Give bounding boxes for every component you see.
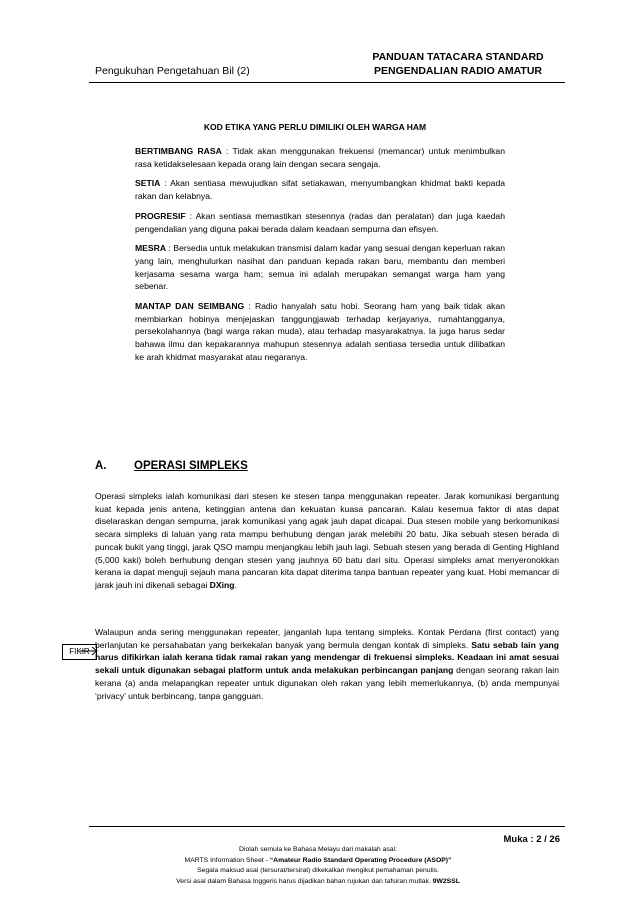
footer-line2 (118, 856, 518, 867)
section-letter: A. (95, 460, 107, 472)
fikir-callout-box: FIKIR (62, 644, 97, 660)
code-term: MANTAP DAN SEIMBANG (135, 301, 245, 312)
footer-line3: Segala maksud asal (tersurat/tersirat) dikekalkan mengikut pemahaman penulis. (197, 867, 439, 874)
footer-line4 (118, 877, 518, 888)
code-of-ethics-list (135, 145, 505, 371)
para1-end: . (234, 579, 237, 590)
code-term: MESRA (135, 243, 167, 254)
section-title: OPERASI SIMPLEKS (134, 460, 248, 472)
footer-line2-prefix: MARTS Information Sheet - (184, 856, 270, 864)
code-text: : Akan sentiasa memastikan stesennya (radas dan peralatan) dan juga kaedah pengendalian yang diguna pakai berada dalam keadaan sempurna dan efisyen. (135, 210, 505, 234)
header-rule (89, 82, 565, 83)
code-text: : Tidak akan menggunakan frekuensi (memancar) untuk menimbulkan rasa ketidakselesaan kepada orang lain dengan secara sengaja. (135, 146, 505, 169)
code-item (135, 177, 505, 202)
paragraph-simplex-advice (95, 626, 559, 702)
footer-line1: Diolah semula ke Bahasa Melayu dari makalah asal: (239, 846, 397, 853)
paragraph-simplex-intro (95, 490, 559, 592)
page-number: Muka : 2 / 26 (503, 834, 560, 845)
para2-bold-highlight: Satu sebab lain yang harus difikirkan ialah kerana tidak ramai rakan yang mendengar di frekuensi simpleks. Keadaan ini amat sesuai sekali untuk digunakan sebagai platform untuk anda melakukan perbincangan panjang (95, 639, 560, 676)
footer-rule (89, 826, 565, 827)
section-heading (95, 460, 248, 472)
para2-text-b: dengan seorang rakan lain kerana (a) anda melapangkan repeater untuk digunakan oleh rakan yang lebih memerlukannya, (b) anda mempunyai ‘privacy’ untuk berbincang, tanpa gangguan. (95, 665, 559, 701)
para1-bold-term: DXing (209, 579, 235, 590)
code-item (135, 242, 505, 293)
footer-notes (118, 845, 518, 887)
code-item (135, 300, 505, 364)
code-text: : Radio hanyalah satu hobi. Seorang ham yang baik tidak akan membiarkan hobinya menjejaskan tanggungjawab terhadap kerjayanya, rumahtangganya, persekolahannya (bagi warga rakan muda), atau terhadap masyarakatnya. Ia juga harus sedar bahawa ilmu dan kepakarannya mahupun stesennya adalah sentiasa tersedia untuk dilibatkan ke arah khidmat masyarakat atau negaranya. (135, 301, 506, 362)
code-term: BERTIMBANG RASA (135, 146, 222, 156)
code-item (135, 210, 505, 235)
header-right-line2: PENGENDALIAN RADIO AMATUR (374, 65, 542, 77)
footer-line4-text: Versi asal dalam Bahasa Inggeris harus dijadikan bahan rujukan dan tafsiran mutlak. (176, 877, 433, 885)
footer-line2-title: “Amateur Radio Standard Operating Procedure (ASOP)” (269, 856, 452, 864)
code-term: PROGRESIF (135, 210, 186, 221)
header-right-title (358, 50, 558, 78)
code-of-ethics-title: KOD ETIKA YANG PERLU DIMILIKI OLEH WARGA HAM (203, 122, 427, 132)
para2-text-a: Walaupun anda sering menggunakan repeater, janganlah lupa tentang simpleks. Kontak Perdana (first contact) yang berlanjutan ke persahabatan yang berkekalan banyak yang bermula dengan kontak di simpleks. (95, 627, 559, 650)
footer-callsign: 9W2SSL (432, 877, 460, 885)
code-text: : Akan sentiasa mewujudkan sifat setiakawan, menyumbangkan khidmat bakti kepada rakan dan kelabnya. (135, 178, 505, 202)
code-item (135, 145, 505, 170)
code-term: SETIA (135, 178, 161, 189)
code-text: : Bersedia untuk melakukan transmisi dalam kadar yang sesuai dengan keperluan rakan yang lain, menghulurkan nasihat dan panduan kepada rakan baru, membantu dan memberi kerjasama sesama warga ham; semua ini adalah merupakan semangat warga ham yang sebenar. (135, 243, 505, 292)
para1-text: Operasi simpleks ialah komunikasi dari stesen ke stesen tanpa menggunakan repeater. Jarak komunikasi bergantung kuat kepada jenis antena, ketinggian antena dan kekuatan kuasa pancaran. Kalau kesemua faktor di atas dapat diselaraskan dengan sempurna, jarak komunikasi yang agak jauh dapat dicapai. Dua stesen mobile yang berkomunikasi secara simpleks di laluan yang rata mampu berhubung dengan jarak melebihi 20 batu. Jika sebuah stesen berada di puncak bukit yang tinggi, jarak QSO mampu menjangkau lebih jauh lagi. Sebuah stesen yang berada di Genting Highland (5,000 kaki) boleh berhubung dengan stesen yang jauhnya 60 batu dari situ. Operasi simpleks amat menyeronokkan kerana ia dapat menguji sejauh mana pancaran kita dapat diterima tanpa bantuan repeater yang kuat. Hobi memancar di jarak jauh ini dikenali sebagai (95, 491, 559, 590)
header-right-line1: PANDUAN TATACARA STANDARD (372, 51, 544, 63)
header-left-title: Pengukuhan Pengetahuan Bil (2) (95, 65, 250, 77)
